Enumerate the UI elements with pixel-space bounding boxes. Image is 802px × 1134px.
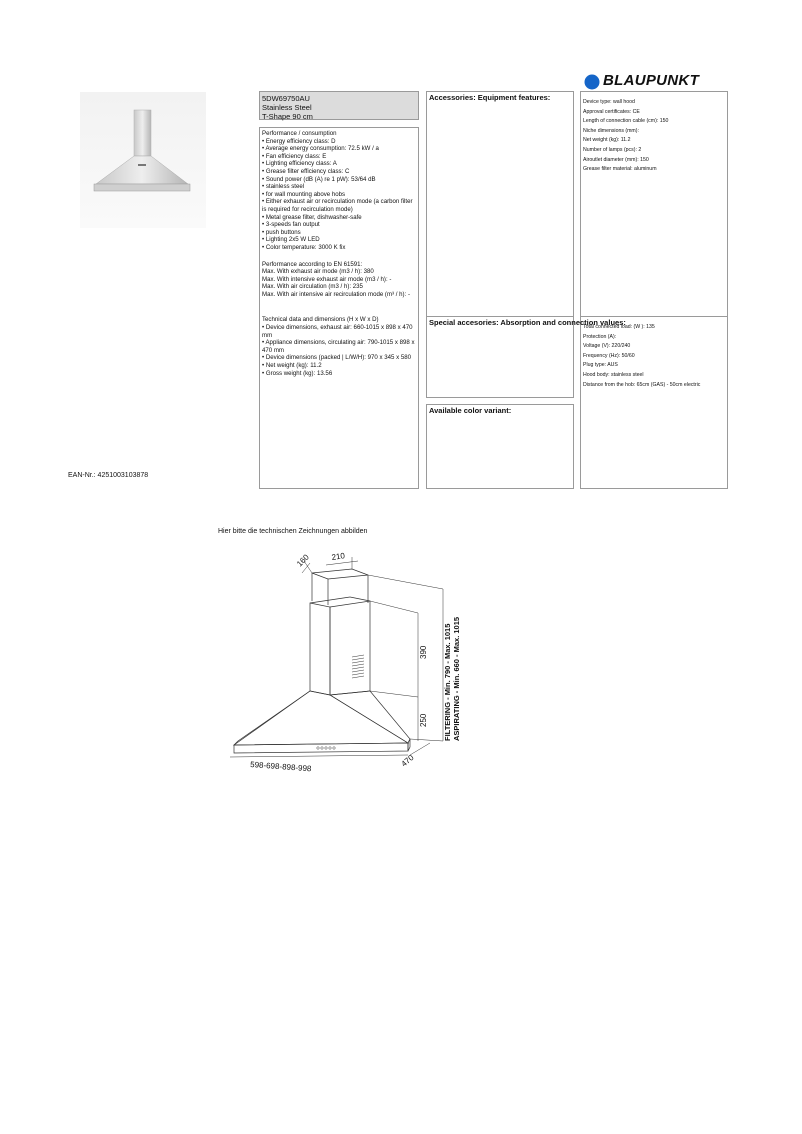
list-item: Grease filter material: aluminum xyxy=(583,166,657,173)
list-item: Max. With air intensive air recirculation mode (m³ / h): - xyxy=(262,290,410,298)
specs-top-list xyxy=(581,92,727,175)
color-variant-box xyxy=(426,404,574,489)
label-aspirating: ASPIRATING - Min. 660 - Max. 1015 xyxy=(452,616,461,741)
features-box xyxy=(259,127,419,489)
list-item: • Device dimensions, exhaust air: 660-1015 x 898 x 470 mm xyxy=(262,324,413,339)
list-item: Distance from the hob: 65cm (GAS) - 50cm electric xyxy=(583,381,701,388)
dim-chimney-width: 210 xyxy=(331,551,346,562)
brand-logo xyxy=(584,72,724,92)
list-item: • push buttons xyxy=(262,228,301,236)
list-item: Plug type: AUS xyxy=(583,362,618,369)
list-item: Frequency (Hz): 50/60 xyxy=(583,352,635,359)
list-item: • Net weight (kg): 11.2 xyxy=(262,362,322,370)
list-item: Hood body: stainless steel xyxy=(583,371,644,378)
performance-list xyxy=(262,138,415,252)
list-item: Niche dimensions (mm): xyxy=(583,127,639,134)
drawing-caption: Hier bitte die technischen Zeichnungen abbilden xyxy=(218,528,368,535)
accessories-title: Accessories: Equipment features: xyxy=(429,93,551,102)
tech-list xyxy=(262,324,415,377)
label-filtering: FILTERING - Min. 790 - Max. 1015 xyxy=(443,623,452,741)
list-item: • Device dimensions (packed | L/W/H): 970 x 345 x 580 xyxy=(262,354,412,362)
list-item: • Energy efficiency class: D xyxy=(262,137,336,145)
dim-lower-height: 250 xyxy=(419,713,428,727)
list-item: • 3-speeds fan output xyxy=(262,221,320,229)
dim-chimney-depth: 160 xyxy=(295,552,311,569)
specs-bottom-box xyxy=(580,316,728,489)
list-item: Number of lamps (pcs): 2 xyxy=(583,146,642,153)
list-item: Max. With intensive exhaust air mode (m3 / h): - xyxy=(262,275,392,283)
dim-width: 598-698-898-998 xyxy=(249,760,312,774)
list-item: Voltage (V): 220/240 xyxy=(583,343,631,350)
brand-name: BLAUPUNKT xyxy=(603,72,700,89)
list-item: • Lighting 2x5 W LED xyxy=(262,236,320,244)
brand-dot-icon xyxy=(584,74,600,90)
list-item: Protection (A): xyxy=(583,333,617,340)
product-photo xyxy=(80,92,206,228)
ean-number: EAN-Nr.: 4251003103878 xyxy=(68,472,149,479)
specs-top-box xyxy=(580,91,728,317)
list-item: Max. With exhaust air mode (m3 / h): 380 xyxy=(262,268,374,276)
list-item: • Either exhaust air or recirculation mode (a carbon filter is required for recirculation mode) xyxy=(262,198,413,213)
list-item: • Color temperature: 3000 K fix xyxy=(262,243,346,251)
en-title: Performance according to EN 61591: xyxy=(262,260,363,268)
list-item: Total connected load: (W ): 135 xyxy=(583,324,655,330)
list-item: • Fan efficiency class: E xyxy=(262,152,327,160)
list-item: • Sound power (dB (A) re 1 pW): 53/64 dB xyxy=(262,175,376,183)
list-item: • for wall mounting above hobs xyxy=(262,190,346,198)
list-item: • stainless steel xyxy=(262,183,305,191)
specs-bottom-list xyxy=(581,317,727,390)
hood-technical-drawing xyxy=(218,545,478,780)
en-list xyxy=(262,268,415,298)
list-item: • Lighting efficiency class: A xyxy=(262,160,337,168)
list-item: Device type: wall hood xyxy=(583,99,635,105)
dim-upper-height: 390 xyxy=(419,645,428,659)
technical-drawing xyxy=(218,545,478,780)
product-header xyxy=(259,91,419,120)
list-item: • Average energy consumption: 72.5 kW / a xyxy=(262,145,379,153)
special-accessories-title: Special accesories: Absorption and connection values: xyxy=(429,318,626,327)
list-item: Net weight (kg): 11.2 xyxy=(583,137,631,144)
list-item: Length of connection cable (cm): 150 xyxy=(583,118,669,125)
list-item: Max. With air circulation (m3 / h): 235 xyxy=(262,283,363,291)
accessories-box xyxy=(426,91,574,317)
tech-title: Technical data and dimensions (H x W x D) xyxy=(262,316,379,324)
performance-title: Performance / consumption xyxy=(262,130,337,137)
list-item: Approval certificates: CE xyxy=(583,108,640,115)
product-material: Stainless Steel xyxy=(262,103,312,112)
color-variant-title: Available color variant: xyxy=(429,406,512,415)
product-model: 5DW69750AU xyxy=(262,94,310,103)
dim-depth: 470 xyxy=(399,753,416,769)
list-item: • Gross weight (kg): 13.56 xyxy=(262,369,333,377)
list-item: • Metal grease filter, dishwasher-safe xyxy=(262,213,362,221)
list-item: • Grease filter efficiency class: C xyxy=(262,167,350,175)
product-shape: T-Shape 90 cm xyxy=(262,112,313,121)
list-item: Airoutlet diameter (mm): 150 xyxy=(583,156,649,163)
list-item: • Appliance dimensions, circulating air: 790-1015 x 898 x 470 mm xyxy=(262,339,415,354)
hood-product-photo-icon xyxy=(80,92,206,228)
